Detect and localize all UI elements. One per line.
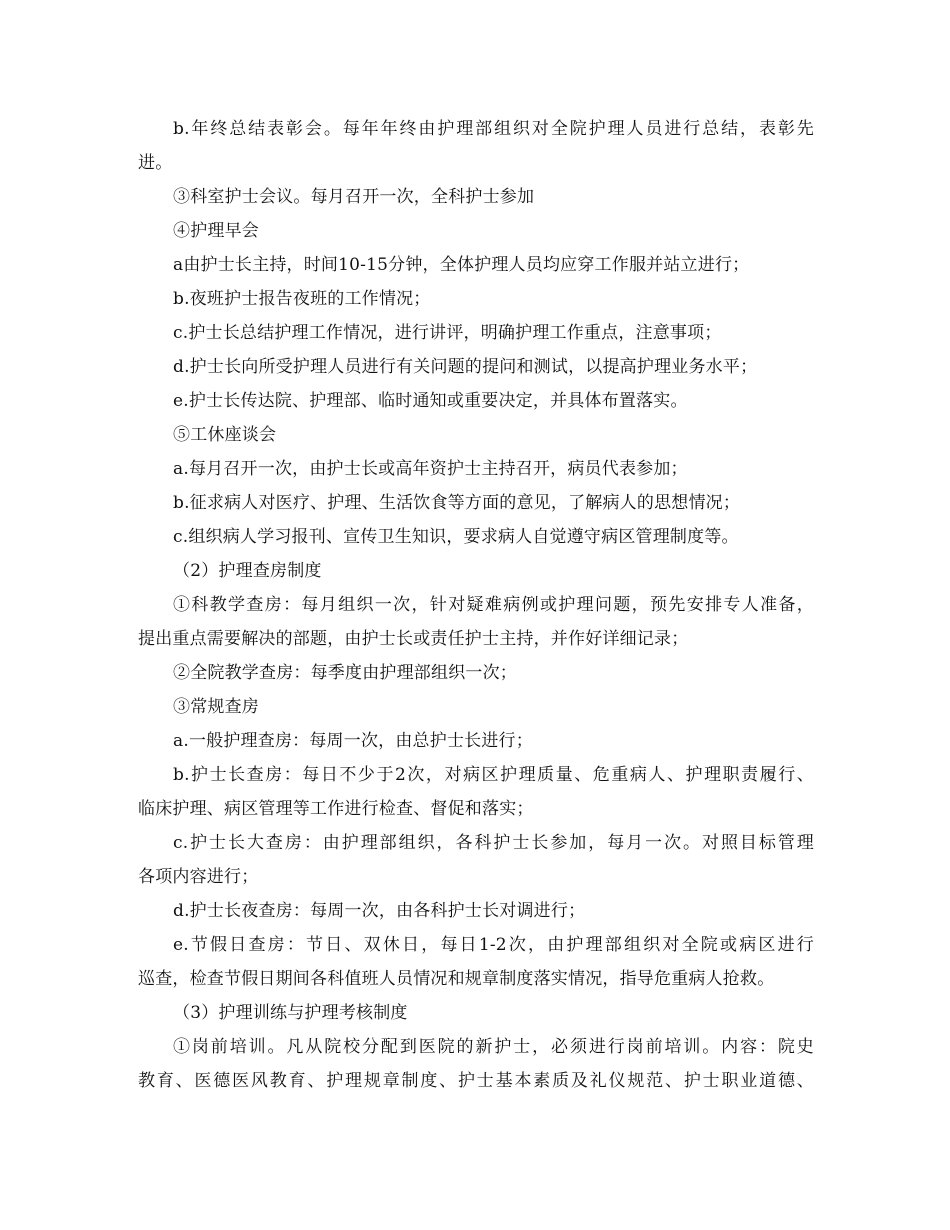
text-line: d.护士长夜查房：每周一次，由各科护士长对调进行；: [173, 901, 586, 921]
text-line: b.年终总结表彰会。每年年终由护理部组织对全院护理人员进行总结，表彰先: [173, 119, 814, 139]
text-line: a.一般护理查房：每周一次，由总护士长进行；: [173, 731, 533, 751]
text-line: 临床护理、病区管理等工作进行检查、督促和落实；: [138, 799, 534, 819]
text-line: b.护士长查房：每日不少于2次，对病区护理质量、危重病人、护理职责履行、: [173, 765, 814, 785]
text-line: e.节假日查房：节日、双休日，每日1-2次，由护理部组织对全院或病区进行: [173, 935, 814, 955]
text-line: c.护士长总结护理工作情况，进行讲评，明确护理工作重点，注意事项；: [173, 323, 722, 343]
text-line: b.夜班护士报告夜班的工作情况；: [173, 289, 431, 309]
section-heading: （2）护理查房制度: [173, 561, 322, 581]
text-line: 提出重点需要解决的部题，由护士长或责任护士主持，并作好详细记录；: [138, 629, 689, 649]
text-line: ①科教学查房：每月组织一次，针对疑难病例或护理问题，预先安排专人准备，: [173, 595, 814, 615]
section-heading: （3）护理训练与护理考核制度: [173, 1003, 408, 1023]
text-line: ③科室护士会议。每月召开一次，全科护士参加: [173, 187, 535, 207]
text-line: c.护士长大查房：由护理部组织，各科护士长参加，每月一次。对照目标管理: [173, 833, 814, 853]
text-line: a由护士长主持，时间10-15分钟，全体护理人员均应穿工作服并站立进行；: [173, 255, 750, 275]
document-body: [138, 112, 814, 1098]
text-line: d.护士长向所受护理人员进行有关问题的提问和测试，以提高护理业务水平；: [173, 357, 758, 377]
text-line: a.每月召开一次，由护士长或高年资护士主持召开，病员代表参加；: [173, 459, 688, 479]
text-line: c.组织病人学习报刊、宣传卫生知识，要求病人自觉遵守病区管理制度等。: [173, 527, 739, 547]
section-heading: ④护理早会: [173, 221, 259, 241]
text-line: 教育、医德医风教育、护理规章制度、护士基本素质及礼仪规范、护士职业道德、: [138, 1071, 814, 1091]
section-heading: ⑤工休座谈会: [173, 425, 277, 445]
text-line: 各项内容进行；: [138, 867, 259, 887]
text-line: 进。: [138, 153, 173, 173]
text-line: 巡查，检查节假日期间各科值班人员情况和规章制度落实情况，指导危重病人抢救。: [138, 969, 775, 989]
text-line: e.护士长传达院、护理部、临时通知或重要决定，并具体布置落实。: [173, 391, 688, 411]
text-line: b.征求病人对医疗、护理、生活饮食等方面的意见，了解病人的思想情况；: [173, 493, 741, 513]
text-line: ①岗前培训。凡从院校分配到医院的新护士，必须进行岗前培训。内容：院史: [173, 1037, 814, 1057]
section-heading: ③常规查房: [173, 697, 259, 717]
text-line: ②全院教学查房：每季度由护理部组织一次；: [173, 663, 517, 683]
